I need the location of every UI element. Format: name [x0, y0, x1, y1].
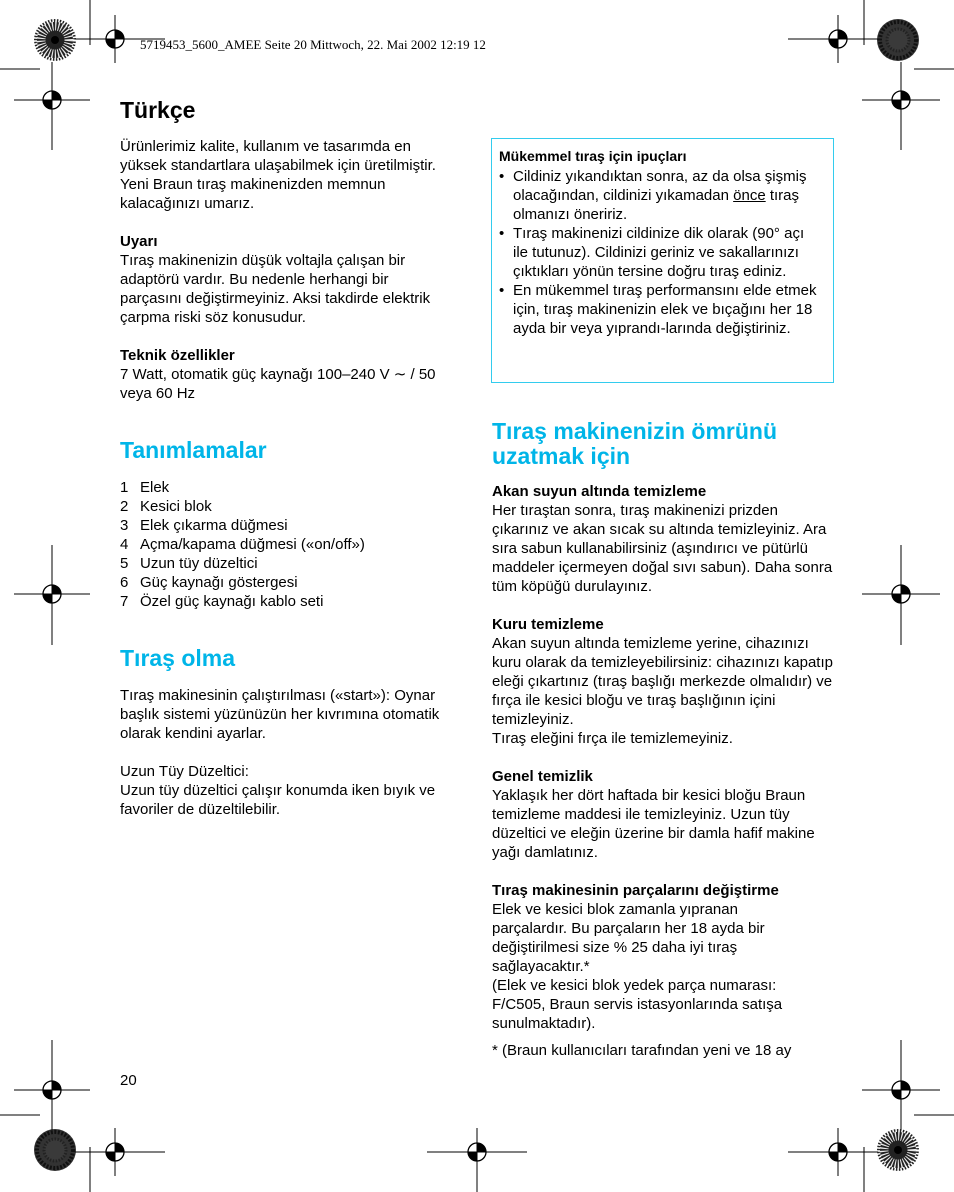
descriptions-heading: Tanımlamalar	[120, 437, 267, 463]
print-slug: 5719453_5600_AMEE Seite 20 Mittwoch, 22. Mai 2002 12:19 12	[140, 37, 486, 52]
warning-title: Uyarı	[120, 233, 158, 250]
list-item: 7 Özel güç kaynağı kablo seti	[120, 593, 324, 610]
tips-box	[491, 138, 834, 383]
dry-cleaning-note: Tıraş eleğini fırça ile temizlemeyiniz.	[492, 730, 733, 747]
general-cleaning-title: Genel temizlik	[492, 768, 593, 785]
tips-title: Mükemmel tıraş için ipuçları	[499, 148, 687, 164]
running-water-text: Her tıraştan sonra, tıraş makinenizi prizden çıkarınız ve akan sıcak su altında temizleyiniz. Ara sıra sabun kullanabilirsiniz (aşındırıcı ve pütürlü maddeler içermeyen doğal sıvı sabun). Daha sonra tüm köpüğü durulayınız.	[492, 502, 833, 595]
footnote: * (Braun kullanıcıları tarafından yeni ve 18 ay	[492, 1042, 792, 1059]
care-heading: Tıraş makinenizin ömrünü uzatmak için	[492, 418, 777, 469]
replacing-parts-title: Tıraş makinesinin parçalarını değiştirme	[492, 882, 779, 899]
shaving-heading: Tıraş olma	[120, 645, 236, 671]
list-item: 3 Elek çıkarma düğmesi	[120, 517, 288, 534]
list-item: • Cildiniz yıkandıktan sonra, az da olsa şişmiş olacağından, cildinizi yıkamadan önce tıraş olmanızı öneririz.	[499, 168, 807, 223]
trimmer-title: Uzun Tüy Düzeltici:	[120, 763, 249, 780]
warning-text: Tıraş makinenizin düşük voltajla çalışan bir adaptörü vardır. Bu nedenle herhangi bir parçasını değiştirmeyiniz. Aksi takdirde elektrik çarpma riski söz konusudur.	[120, 252, 431, 326]
descriptions-list	[120, 478, 465, 611]
page-number: 20	[120, 1072, 137, 1089]
dry-cleaning-title: Kuru temizleme	[492, 616, 604, 633]
replacing-parts-text: Elek ve kesici blok zamanla yıpranan parçalardır. Bu parçaların her 18 ayda bir değiştirilmesi size % 25 daha iyi tıraş sağlayacaktır.*	[492, 901, 765, 975]
intro-paragraph: Ürünlerimiz kalite, kullanım ve tasarımda en yüksek standartlara ulaşabilmek için üretilmiştir. Yeni Braun tıraş makinenizden memnun kalacağınızı umarız.	[120, 138, 436, 212]
tech-title: Teknik özellikler	[120, 347, 235, 364]
page-title: Türkçe	[120, 97, 196, 123]
general-cleaning-text: Yaklaşık her dört haftada bir kesici bloğu Braun temizleme maddesi ile temizleyiniz. Uzun tüy düzeltici ve eleğin üzerine bir damla hafif makine yağı damlatınız.	[492, 787, 815, 861]
list-item: 4 Açma/kapama düğmesi («on/off»)	[120, 536, 365, 553]
running-water-title: Akan suyun altında temizleme	[492, 483, 707, 500]
left-column	[120, 97, 465, 819]
list-item: 1 Elek	[120, 479, 170, 496]
replacing-parts-note: (Elek ve kesici blok yedek parça numarası: F/C505, Braun servis istasyonlarında satışa sunulmaktadır).	[492, 977, 783, 1032]
list-item: • En mükemmel tıraş performansını elde etmek için, tıraş makinenizin elek ve bıçağını her 18 ayda bir veya yıprandı-larında değiştiriniz.	[499, 282, 817, 337]
list-item: • Tıraş makinenizi cildinize dik olarak (90° açı ile tutunuz). Cildinizi geriniz ve sakallarınızı çıktıkları yönün tersine doğru tıraş ediniz.	[499, 225, 805, 280]
list-item: 5 Uzun tüy düzeltici	[120, 555, 258, 572]
trimmer-text: Uzun tüy düzeltici çalışır konumda iken bıyık ve favoriler de düzeltilebilir.	[120, 782, 436, 818]
tips-list	[499, 167, 823, 338]
list-item: 2 Kesici blok	[120, 498, 212, 515]
right-column	[492, 419, 834, 1060]
list-item: 6 Güç kaynağı göstergesi	[120, 574, 298, 591]
tech-text: 7 Watt, otomatik güç kaynağı 100–240 V ∼ / 50 veya 60 Hz	[120, 366, 436, 402]
shaving-text: Tıraş makinesinin çalıştırılması («start»): Oynar başlık sistemi yüzünüzün her kıvrımına otomatik olarak kendini ayarlar.	[120, 687, 440, 742]
dry-cleaning-text: Akan suyun altında temizleme yerine, cihazınızı kuru olarak da temizleyebilirsiniz: cihazınızı kapatıp eleği çıkartınız (tıraş başlığı merkezde olmalıdır) ve fırça ile kesici bloğu ve tıraş başlığının içini temizleyiniz.	[492, 635, 833, 728]
